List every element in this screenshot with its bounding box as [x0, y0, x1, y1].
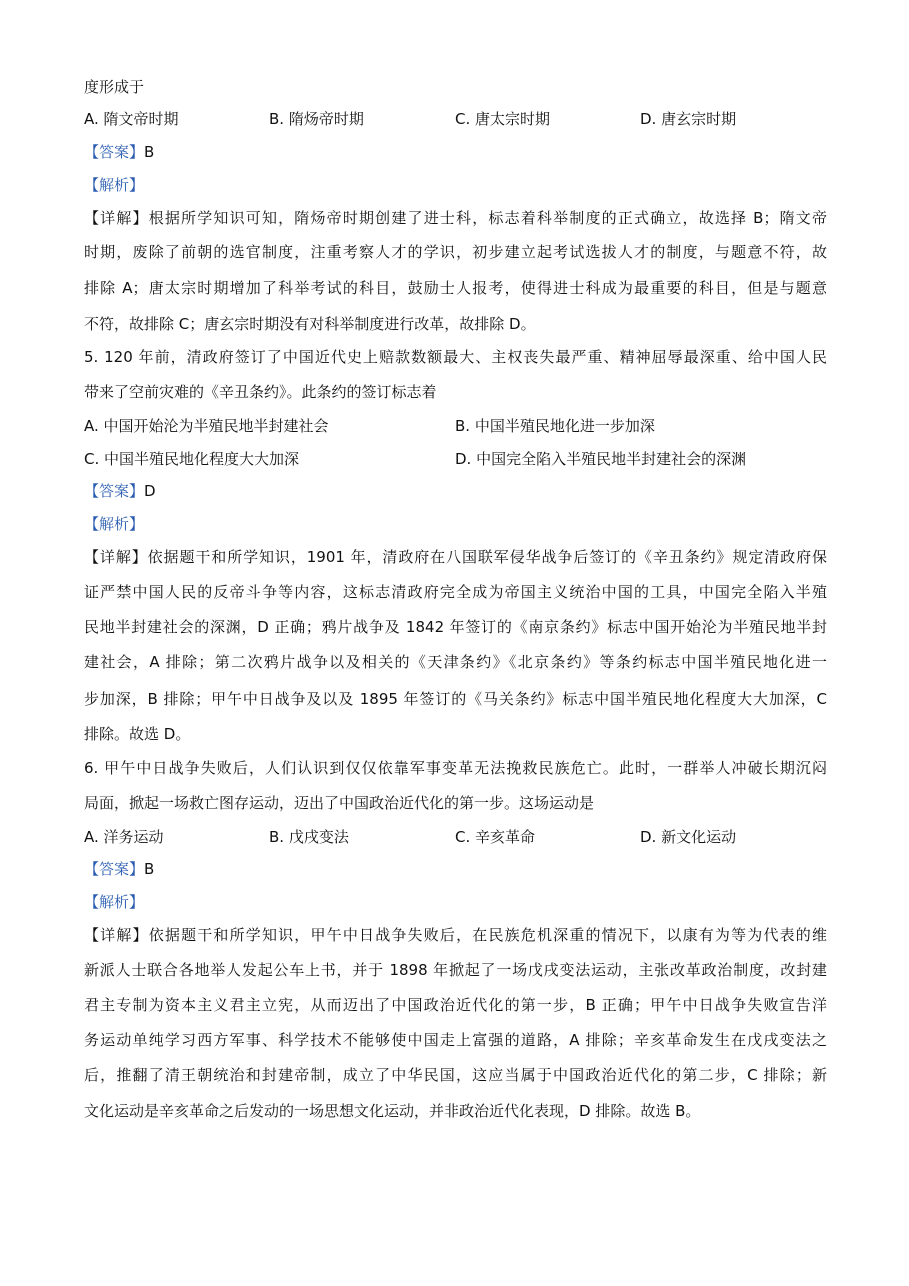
answer-value: B — [144, 860, 155, 878]
q4-answer — [84, 141, 154, 163]
q4-detail-line: 不符，故排除 C；唐玄宗时期没有对科举制度进行改革，故排除 D。 — [84, 315, 536, 333]
q6-detail-line: 务运动单纯学习西方军事、科学技术不能够使中国走上富强的道路，A 排除；辛亥革命发生在戊戌变法之 — [84, 1031, 827, 1049]
q4-option-b: B. 隋炀帝时期 — [269, 110, 364, 128]
q5-detail-line: 证严禁中国人民的反帝斗争等内容，这标志清政府完全成为帝国主义统治中国的工具，中国完全陷入半殖 — [84, 583, 827, 601]
q5-option-b: B. 中国半殖民地化进一步加深 — [455, 417, 655, 435]
q5-stem-line: 5. 120 年前，清政府签订了中国近代史上赔款数额最大、主权丧失最严重、精神屈辱最深重、给中国人民 — [84, 348, 827, 366]
q5-answer — [84, 480, 156, 502]
answer-label: 【答案】 — [84, 143, 145, 161]
q4-option-d: D. 唐玄宗时期 — [640, 110, 737, 128]
q5-detail-line: 【详解】依据题干和所学知识，1901 年，清政府在八国联军侵华战争后签订的《辛丑条约》规定清政府保 — [84, 548, 827, 566]
q4-detail-line: 时期，废除了前朝的选官制度，注重考察人才的学识，初步建立起考试选拔人才的制度，与题意不符，故 — [84, 243, 827, 261]
q6-detail-line: 君主专制为资本主义君主立宪，从而迈出了中国政治近代化的第一步，B 正确；甲午中日战争失败宣告洋 — [84, 996, 827, 1014]
q6-analysis-label: 【解析】 — [84, 893, 145, 911]
q5-detail-line: 步加深，B 排除；甲午中日战争及以及 1895 年签订的《马关条约》标志中国半殖民地化程度大大加深，C — [84, 690, 827, 708]
q6-detail-line: 文化运动是辛亥革命之后发动的一场思想文化运动，并非政治近代化表现，D 排除。故选 B。 — [84, 1102, 701, 1120]
q5-detail-line: 建社会，A 排除；第二次鸦片战争以及相关的《天津条约》《北京条约》等条约标志中国半殖民地化进一 — [84, 653, 827, 671]
q6-option-c: C. 辛亥革命 — [455, 828, 536, 846]
q5-option-a: A. 中国开始沦为半殖民地半封建社会 — [84, 417, 329, 435]
q4-detail-line: 排除 A；唐太宗时期增加了科举考试的科目，鼓励士人报考，使得进士科成为最重要的科目，但是与题意 — [84, 279, 827, 297]
q4-detail-line: 【详解】根据所学知识可知，隋炀帝时期创建了进士科，标志着科举制度的正式确立，故选择 B；隋文帝 — [84, 209, 827, 227]
q6-option-a: A. 洋务运动 — [84, 828, 164, 846]
q5-option-d: D. 中国完全陷入半殖民地半封建社会的深渊 — [455, 450, 747, 468]
q5-option-c: C. 中国半殖民地化程度大大加深 — [84, 450, 300, 468]
q6-detail-line: 【详解】依据题干和所学知识，甲午中日战争失败后，在民族危机深重的情况下，以康有为等为代表的维 — [84, 926, 827, 944]
q6-stem-line: 局面，掀起一场救亡图存运动，迈出了中国政治近代化的第一步。这场运动是 — [84, 794, 595, 812]
q6-detail-line: 新派人士联合各地举人发起公车上书，并于 1898 年掀起了一场戊戌变法运动，主张改革政治制度，改封建 — [84, 961, 827, 979]
q4-option-a: A. 隋文帝时期 — [84, 110, 179, 128]
q5-detail-line: 排除。故选 D。 — [84, 725, 191, 743]
q6-stem-line: 6. 甲午中日战争失败后，人们认识到仅仅依靠军事变革无法挽救民族危亡。此时，一群举人冲破长期沉闷 — [84, 759, 827, 777]
q6-option-d: D. 新文化运动 — [640, 828, 737, 846]
answer-value: D — [144, 482, 156, 500]
q6-detail-line: 后，推翻了清王朝统治和封建帝制，成立了中华民国，这应当属于中国政治近代化的第二步，C 排除；新 — [84, 1066, 827, 1084]
q4-option-c: C. 唐太宗时期 — [455, 110, 551, 128]
q4-analysis-label: 【解析】 — [84, 176, 145, 194]
q5-stem-line: 带来了空前灾难的《辛丑条约》。此条约的签订标志着 — [84, 383, 437, 401]
answer-label: 【答案】 — [84, 860, 145, 878]
q4-stem-tail: 度形成于 — [84, 78, 145, 96]
q6-answer — [84, 858, 154, 880]
q5-detail-line: 民地半封建社会的深渊，D 正确；鸦片战争及 1842 年签订的《南京条约》标志中国开始沦为半殖民地半封 — [84, 618, 827, 636]
answer-value: B — [144, 143, 155, 161]
q6-option-b: B. 戊戌变法 — [269, 828, 349, 846]
answer-label: 【答案】 — [84, 482, 145, 500]
q5-analysis-label: 【解析】 — [84, 515, 145, 533]
